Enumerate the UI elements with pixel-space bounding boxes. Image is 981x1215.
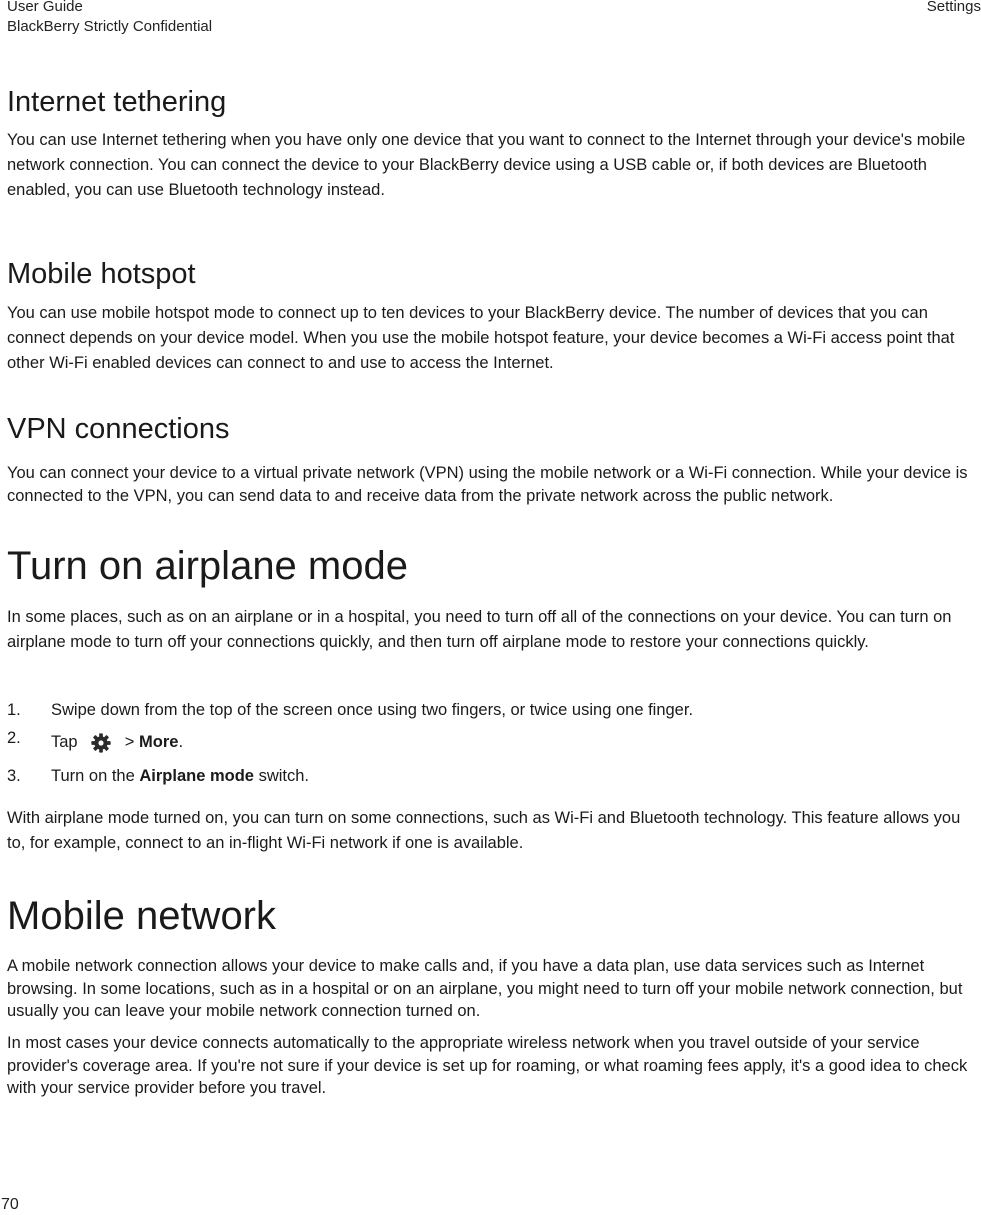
step-prefix: Tap <box>51 733 78 751</box>
page-number: 70 <box>1 1196 19 1213</box>
step-number: 2. <box>7 729 21 747</box>
step-text <box>51 731 183 754</box>
paragraph-vpn-connections: You can connect your device to a virtual private network (VPN) using the mobile network or a Wi-Fi connection. While your device is connected to the VPN, you can send data to and receive data from the private network across the public network. <box>7 464 968 505</box>
header-section-name: Settings <box>926 0 981 15</box>
heading-vpn-connections: VPN connections <box>7 413 230 445</box>
header-doc-title: User Guide <box>7 0 83 15</box>
step-text: Swipe down from the top of the screen once using two fingers, or twice using one finger. <box>51 701 694 719</box>
paragraph-airplane-intro: In some places, such as on an airplane or in a hospital, you need to turn off all of the connections on your device. You can turn on airplane mode to turn off your connections quickly, and then turn off airplane mode to restore your connections quickly. <box>7 608 952 651</box>
paragraph-internet-tethering: You can use Internet tethering when you have only one device that you want to connect to the Internet through your device's mobile network connection. You can connect the device to your BlackBerry device using a USB cable or, if both devices are Bluetooth enabled, you can use Bluetooth technology instead. <box>7 131 966 199</box>
heading-internet-tethering: Internet tethering <box>7 86 227 118</box>
paragraph-mobile-network-2: In most cases your device connects automatically to the appropriate wireless network when you travel outside of your service provider's coverage area. If you're not sure if your device is set up for roaming, or what roaming fees apply, it's a good idea to check with your service provider before you travel. <box>7 1034 968 1097</box>
step-suffix: . <box>178 733 184 751</box>
header-confidentiality: BlackBerry Strictly Confidential <box>7 18 213 35</box>
step-prefix: Turn on the <box>51 767 135 785</box>
switch-airplane-mode-label: Airplane mode <box>139 767 254 785</box>
step-number: 3. <box>7 767 21 785</box>
paragraph-mobile-network-1: A mobile network connection allows your device to make calls and, if you have a data plan, use data services such as Internet browsing. In some locations, such as in a hospital or on an airplane, you might need to turn off your mobile network connection, but usually you can leave your mobile network connection turned on. <box>7 957 963 1020</box>
step-text <box>51 765 309 787</box>
page-header-left <box>7 0 212 37</box>
paragraph-mobile-hotspot: You can use mobile hotspot mode to connect up to ten devices to your BlackBerry device. The number of devices that you can connect depends on your device model. When you use the mobile hotspot feature, your device becomes a Wi-Fi access point that other Wi-Fi enabled devices can connect to and use to access the Internet. <box>7 304 955 372</box>
step-separator: > <box>124 733 135 751</box>
step-suffix: switch. <box>258 767 310 785</box>
heading-mobile-network: Mobile network <box>7 894 277 938</box>
gear-icon <box>90 732 112 754</box>
heading-turn-on-airplane-mode: Turn on airplane mode <box>7 544 408 588</box>
step-number: 1. <box>7 701 21 719</box>
heading-mobile-hotspot: Mobile hotspot <box>7 258 196 290</box>
paragraph-airplane-outro: With airplane mode turned on, you can turn on some connections, such as Wi-Fi and Bluetooth technology. This feature allows you to, for example, connect to an in-flight Wi-Fi network if one is available. <box>7 809 961 852</box>
menu-item-more: More <box>139 733 179 751</box>
